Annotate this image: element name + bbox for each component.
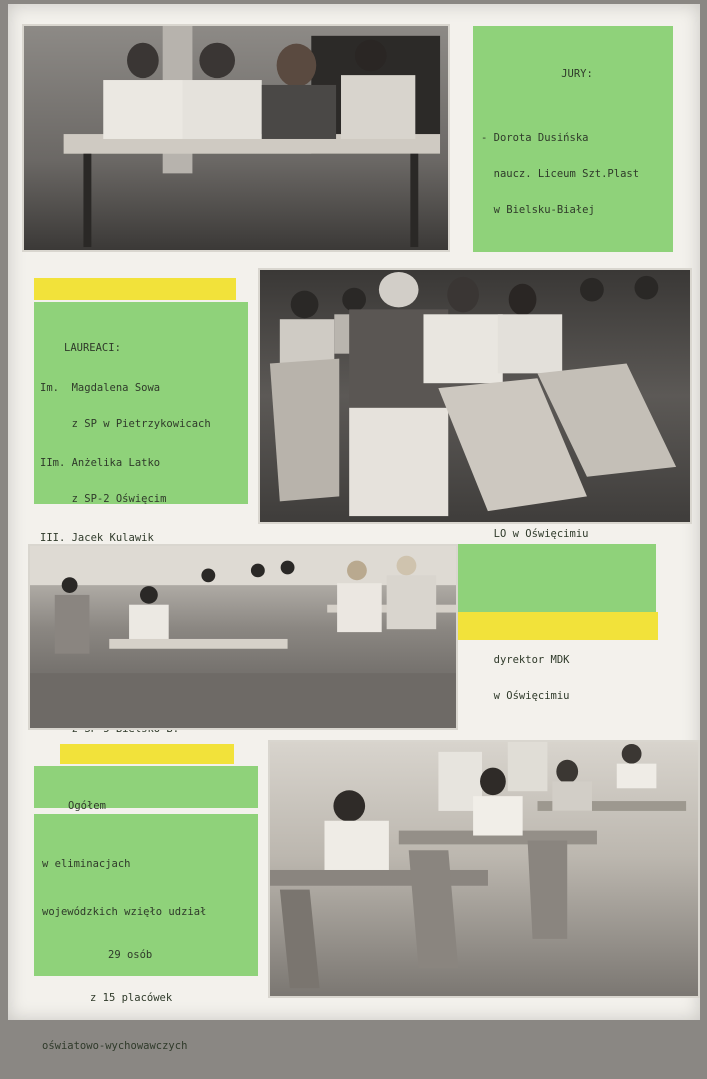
summary-line: oświatowo-wychowawczych: [42, 1040, 188, 1052]
laureat-line: Im. Magdalena Sowa: [40, 382, 161, 394]
yellow-strip: [34, 278, 236, 300]
summary-line: wojewódzkich wzięło udział: [42, 906, 207, 918]
album-page: [8, 4, 700, 1052]
laureat-line: IIm. Anżelika Latko: [40, 457, 161, 469]
jury-member-1: [481, 108, 673, 240]
summary-line: z 15 placówek: [90, 992, 173, 1004]
jury-member-text: dyrektor MDK: [481, 654, 570, 666]
summary-heading-card: [34, 766, 258, 812]
summary-line: 29 osób: [108, 949, 153, 961]
laureaci-card: [34, 302, 248, 544]
summary-line: w eliminacjach: [42, 858, 131, 870]
jury-member-text: - Dorota Dusińska: [481, 132, 589, 144]
laureaci-title: LAUREACI:: [64, 342, 121, 354]
green-strip: [458, 544, 656, 612]
yellow-strip: [458, 612, 658, 640]
laureat-line: z SP w Pietrzykowicach: [40, 418, 211, 430]
summary-heading: Ogółem: [68, 800, 106, 812]
jury-member-text: w Bielsku-Białej: [481, 204, 595, 216]
jury-member-text: w Oświęcimiu: [481, 690, 570, 702]
photo-jury-table: [22, 24, 450, 252]
laureat-line: III. Jacek Kulawik: [40, 532, 154, 544]
summary-body-card: [34, 814, 258, 1052]
jury-member-text: LO w Oświęcimiu: [481, 528, 589, 540]
photo-girls-writing: [268, 740, 700, 998]
jury-member-text: naucz. Liceum Szt.Plast: [481, 168, 640, 180]
jury-card: [473, 26, 673, 702]
laureat-line: z SP-2 Oświęcim: [40, 493, 167, 505]
yellow-strip: [60, 744, 234, 764]
jury-title: JURY:: [561, 68, 593, 80]
photo-audience-chairs: [258, 268, 692, 524]
photo-pupils-desks: [28, 544, 458, 730]
